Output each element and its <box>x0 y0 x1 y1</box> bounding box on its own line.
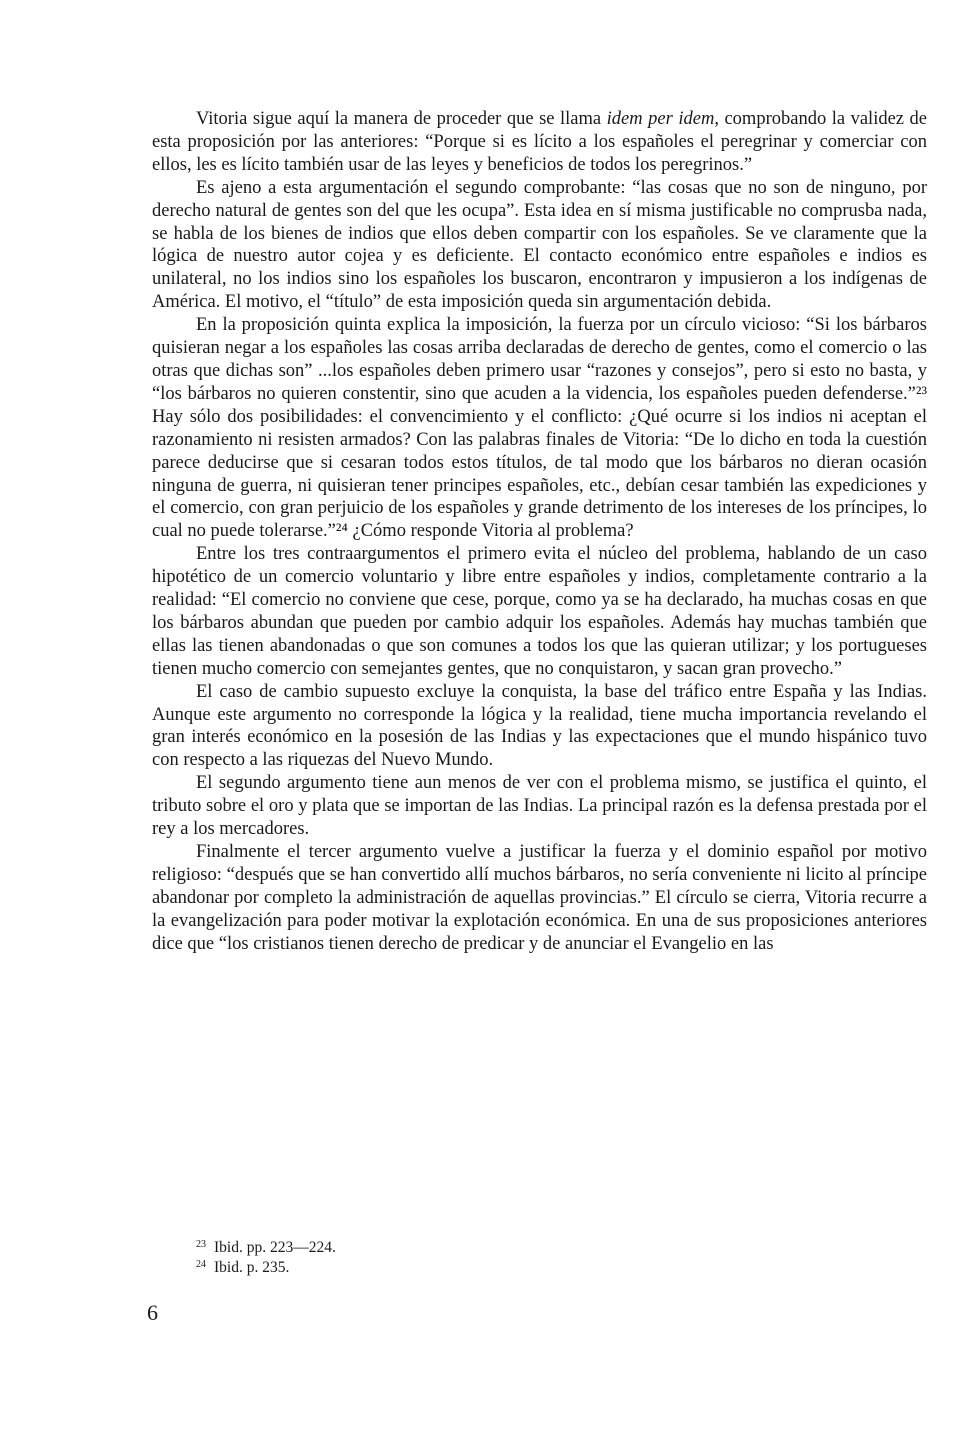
footnote-text: Ibid. pp. 223—224. <box>214 1239 336 1256</box>
paragraph-7: Finalmente el tercer argumento vuelve a justificar la fuerza y el dominio español por motivo religioso: “después que se han convertido allí muchos bárbaros, no sería conveniente ni licito al príncipe abandonar por completo la administración de aquellas provincias.” El círculo se cierra, Vitoria recurre a la evangelización para poder motivar la explotación económica. En una de sus proposiciones anteriores dice que “los cristianos tienen derecho de predicar y de anunciar el Evangelio en las <box>152 842 927 954</box>
paragraph-6: El segundo argumento tiene aun menos de ver con el problema mismo, se justifica el quinto, el tributo sobre el oro y plata que se importan de las Indias. La principal razón es la defensa prestada por el rey a los mercadores. <box>152 773 927 840</box>
paragraph-2: Es ajeno a esta argumentación el segundo comprobante: “las cosas que no son de ninguno, por derecho natural de gentes son del que les ocupa”. Esta idea en sí misma justificable no comprusba nada, se habla de los bienes de indios que ellos deben compartir con los españoles. Se ve claramente que la lógica de nuestro autor cojea y es deficiente. El contacto económico entre españoles e indios es unilateral, no los indios sino los españoles los buscaron, encontraron y impusieron a los indígenas de América. El motivo, el “título” de esta imposición queda sin argumentación debida. <box>152 177 927 313</box>
footnote-text: Ibid. p. 235. <box>214 1258 290 1276</box>
footnote-number: 24 <box>196 1258 206 1270</box>
paragraph-5: El caso de cambio supuesto excluye la conquista, la base del tráfico entre España y las Indias. Aunque este argumento no corresponde la lógica y la realidad, tiene mucha importancia revelando el gran interés económico en la posesión de las Indias y las expectaciones que el mundo hispánico tuvo con respecto a las riquezas del Nuevo Mundo. <box>152 681 927 771</box>
latin-phrase: idem per idem <box>606 109 715 129</box>
footnote-24 <box>196 1258 336 1278</box>
paragraph-1: Vitoria sigue aquí la manera de proceder que se llama idem per idem, comprobando la validez de esta proposición por las anteriores: “Porque si es lícito a los españoles el peregrinar y comerciar con ellos, les es lícito también usar de las leyes y beneficios de todos los peregrinos.” <box>152 109 928 175</box>
paragraph-3: En la proposición quinta explica la imposición, la fuerza por un círculo vicioso: “Si los bárbaros quisieran negar a los españoles las cosas arriba declaradas de derecho de gentes, como el comercio o las otras que dichas son” ...los españoles deben primero usar “razones y consejos”, pero si esto no basta, y “los bárbaros no quieren constentir, sino que acuden a la videncia, los españoles pueden defenderse.”²³ Hay sólo dos posibilidades: el convencimiento y el conflicto: ¿Qué ocurre si los indios ni aceptan el razonamiento ni resisten armados? Con las palabras finales de Vitoria: “De lo dicho en toda la cuestión parece deducirse que si cesaran todos estos títulos, de tal modo que los bárbaros no dieran ocasión ninguna de guerra, ni quisieran tener principes españoles, etc., debían cesar también las expediciones y el comercio, con gran perjuicio de los españoles y grande detrimento de los intereses de los príncipes, lo cual no puede tolerarse.”²⁴ ¿Cómo responde Vitoria al problema? <box>152 315 927 542</box>
paragraph-4: Entre los tres contraargumentos el primero evita el núcleo del problema, hablando de un caso hipotético de un comercio voluntario y libre entre españoles y indios, completamente contrario a la realidad: “El comercio no conviene que cese, porque, como ya se ha declarado, ha muchas cosas en que los bárbaros abundan que pueden por cambio adquir los españoles. Además hay muchas también que ellas las tienen abandonadas o que son comunes a todos los que las quieran utilizar; y los portugueses tienen mucho comercio con semejantes gentes, que no conquistaron, y sacan gran provecho.” <box>152 544 927 679</box>
page-number: 6 <box>147 1300 158 1325</box>
footnote-23 <box>196 1238 336 1258</box>
footnotes <box>196 1238 336 1277</box>
footnote-number: 23 <box>196 1239 206 1250</box>
body-text <box>152 108 927 956</box>
